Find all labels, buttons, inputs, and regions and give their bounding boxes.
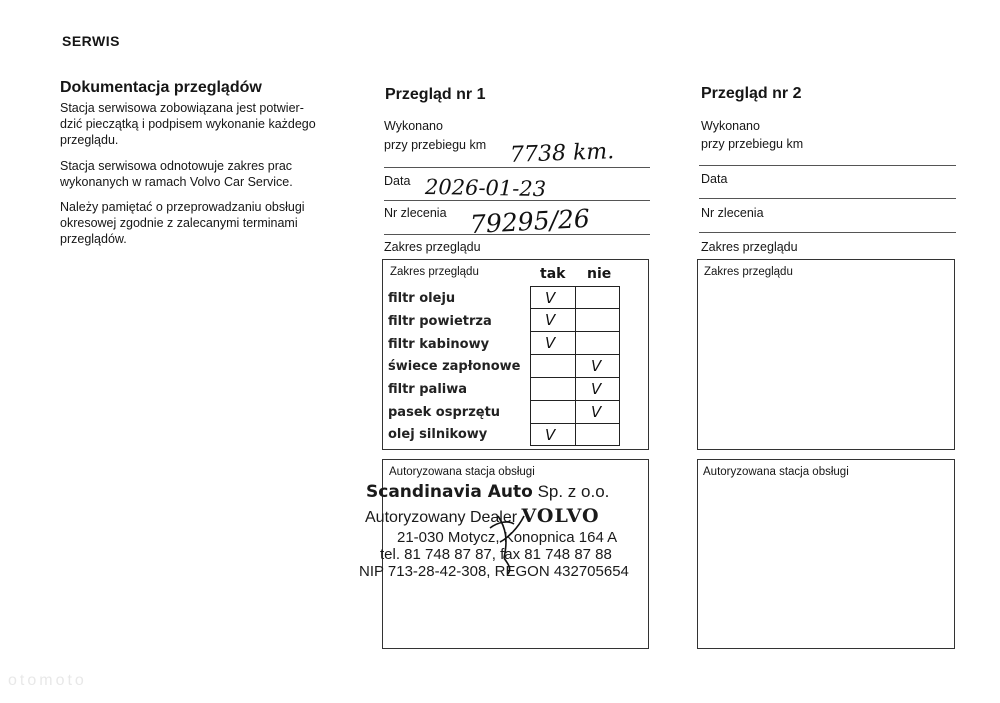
inspection-1-order-value: 79295/26 (469, 203, 591, 240)
grid-row-line (530, 400, 620, 401)
inspection-1-mileage-line (384, 167, 650, 168)
grid-row-line (530, 308, 620, 309)
inspection-1-done-label: Wykonano (384, 119, 443, 133)
scope-box-title: Zakres przeglądu (390, 266, 479, 278)
stamp-phone: tel. 81 748 87 87, fax 81 748 87 88 (380, 546, 612, 563)
stamp-tax-ids: NIP 713-28-42-308, REGON 432705654 (359, 563, 629, 580)
inspection-2-order-line (699, 232, 956, 233)
inspection-2-date-label: Data (701, 172, 728, 186)
grid-row-line (530, 377, 620, 378)
stamp-dealer-text: Autoryzowany Dealer (365, 509, 522, 526)
scope-item-label: filtr oleju (388, 291, 456, 306)
inspection-1-date-value: 2026-01-23 (424, 174, 547, 202)
grid-row-line (530, 331, 620, 332)
check-mark-no: V (591, 380, 602, 398)
inspection-1-mileage-label: przy przebiegu km (384, 138, 487, 152)
inspection-2-mileage-label: przy przebiegu km (701, 137, 804, 151)
check-mark-yes: V (545, 334, 556, 352)
check-mark-no: V (591, 357, 602, 375)
inspection-1-date-line (384, 200, 650, 201)
inspection-2-order-label: Nr zlecenia (701, 206, 764, 220)
inspection-2-title: Przegląd nr 2 (701, 85, 802, 102)
inspection-2-station-box (697, 459, 955, 649)
scope-item-label: filtr kabinowy (388, 337, 490, 352)
inspection-2-scope-box (697, 259, 955, 450)
check-mark-yes: V (545, 289, 556, 307)
scope-item-label: filtr paliwa (388, 382, 468, 397)
volvo-logo: VOLVO (521, 505, 600, 527)
scope-box-title: Zakres przeglądu (704, 266, 793, 278)
inspection-1-order-line (384, 234, 650, 235)
column-no: nie (587, 266, 612, 282)
watermark: otomoto (8, 672, 87, 689)
inspection-1-scope-box (382, 259, 649, 450)
stamp-company-suffix: Sp. z o.o. (532, 482, 610, 501)
station-box-title: Autoryzowana stacja obsługi (389, 466, 535, 478)
scope-item-label: świece zapłonowe (388, 359, 521, 374)
inspection-2-mileage-line (699, 165, 956, 166)
inspection-1-title: Przegląd nr 1 (385, 86, 486, 103)
check-mark-yes: V (545, 426, 556, 444)
column-yes: tak (540, 266, 566, 282)
section-header: SERWIS (62, 33, 120, 49)
checkbox-grid-divider (575, 286, 576, 446)
scope-item-label: pasek osprzętu (388, 405, 501, 420)
inspection-2-scope-label: Zakres przeglądu (701, 240, 798, 254)
inspection-1-order-label: Nr zlecenia (384, 206, 447, 220)
grid-row-line (530, 423, 620, 424)
handwritten-signature (478, 498, 538, 578)
stamp-address: 21-030 Motycz, Konopnica 164 A (397, 529, 618, 546)
check-mark-yes: V (545, 311, 556, 329)
scope-item-label: filtr powietrza (388, 314, 492, 329)
station-box-title: Autoryzowana stacja obsługi (703, 466, 849, 478)
instruction-paragraph-2: Stacja serwisowa odnotowuje zakres prac wykonanych w ramach Volvo Car Service. (60, 159, 293, 189)
inspection-2-done-label: Wykonano (701, 119, 760, 133)
inspection-1-date-label: Data (384, 174, 411, 188)
inspection-1-scope-label: Zakres przeglądu (384, 240, 481, 254)
instruction-paragraph-1: Stacja serwisowa zobowiązana jest potwier- dzić pieczątką i podpisem wykonanie każdego przeglądu. (60, 101, 316, 147)
check-mark-no: V (591, 403, 602, 421)
stamp-company-name: Scandinavia Auto (366, 482, 533, 502)
scope-item-label: olej silnikowy (388, 427, 488, 442)
inspection-2-date-line (699, 198, 956, 199)
grid-row-line (530, 354, 620, 355)
documentation-title: Dokumentacja przeglądów (60, 79, 262, 96)
inspection-1-mileage-value: 7738 km. (509, 139, 615, 168)
instruction-paragraph-3: Należy pamiętać o przeprowadzaniu obsługi okresowej zgodnie z zalecanymi terminami przeglądów. (60, 200, 305, 246)
